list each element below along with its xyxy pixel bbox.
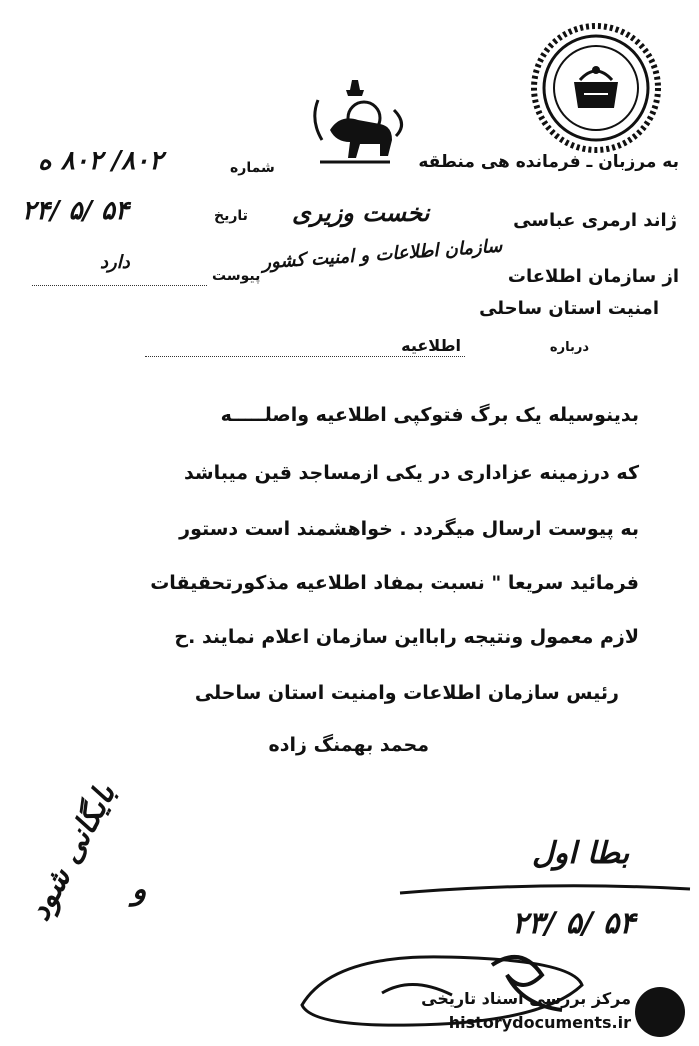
handwritten-note-left: بایگانی شود: [22, 778, 124, 927]
underline-stroke-icon: [395, 875, 695, 905]
watermark-logo-icon: [635, 987, 685, 1037]
watermark-fa: مرکز بررسی اسناد تاریخی: [421, 989, 631, 1008]
handwritten-note-right: بطا اول: [532, 836, 630, 871]
signatory-title: رئیس سازمان اطلاعات وامنیت استان ساحلی: [194, 682, 619, 704]
subject-label: درباره: [549, 340, 589, 355]
attachment-dotted-line: [32, 285, 207, 286]
lion-and-sun-emblem-icon: [300, 70, 410, 180]
subject-dotted-line: [145, 356, 465, 357]
sender-line-2: امنیت استان ساحلی: [479, 298, 659, 319]
number-label: شماره: [230, 160, 275, 176]
handwritten-mark: و: [132, 872, 147, 907]
watermark: [421, 985, 687, 1039]
organization-heading: سازمان اطلاعات و امنیت کشور: [261, 235, 503, 274]
handwritten-date: ۲۳/ ۵/ ۵۴: [512, 906, 636, 941]
body-line: لازم معمول ونتیجه رابااین سازمان اعلام نمایند .ح: [174, 626, 639, 648]
body-line: بدینوسیله یک برگ فتوکپی اطلاعیه واصلـــــه: [220, 404, 639, 426]
recipient-line: به مرزبان ـ فرمانده هی منطقه: [418, 152, 679, 172]
subject-value: اطلاعیه: [401, 336, 461, 355]
round-seal-icon: [530, 22, 662, 154]
watermark-url: historydocuments.ir: [448, 1013, 631, 1032]
date-value: ۲۴/ ۵/ ۵۴: [22, 196, 129, 226]
sender-line: از سازمان اطلاعات: [507, 266, 679, 287]
recipient-name-line: ژاند ارمری عباسی: [513, 210, 677, 231]
body-line: که درزمینه عزاداری در یکی ازمساجد قین میباشد: [183, 462, 639, 484]
attachment-value: دارد: [100, 252, 130, 273]
signatory-name: محمد بهمنگ زاده: [268, 734, 429, 756]
ministry-heading: نخست وزیری: [292, 198, 430, 227]
body-line: به پیوست ارسال میگردد . خواهشمند است دستور: [179, 518, 639, 540]
date-label: تاریخ: [214, 208, 248, 224]
body-line: فرمائید سریعا " نسبت بمفاد اطلاعیه مذکورتحقیقات: [150, 572, 639, 594]
attachment-label: پیوست: [212, 268, 261, 284]
number-value: ۸۰۲/ ۸۰۲ ه: [38, 146, 164, 176]
